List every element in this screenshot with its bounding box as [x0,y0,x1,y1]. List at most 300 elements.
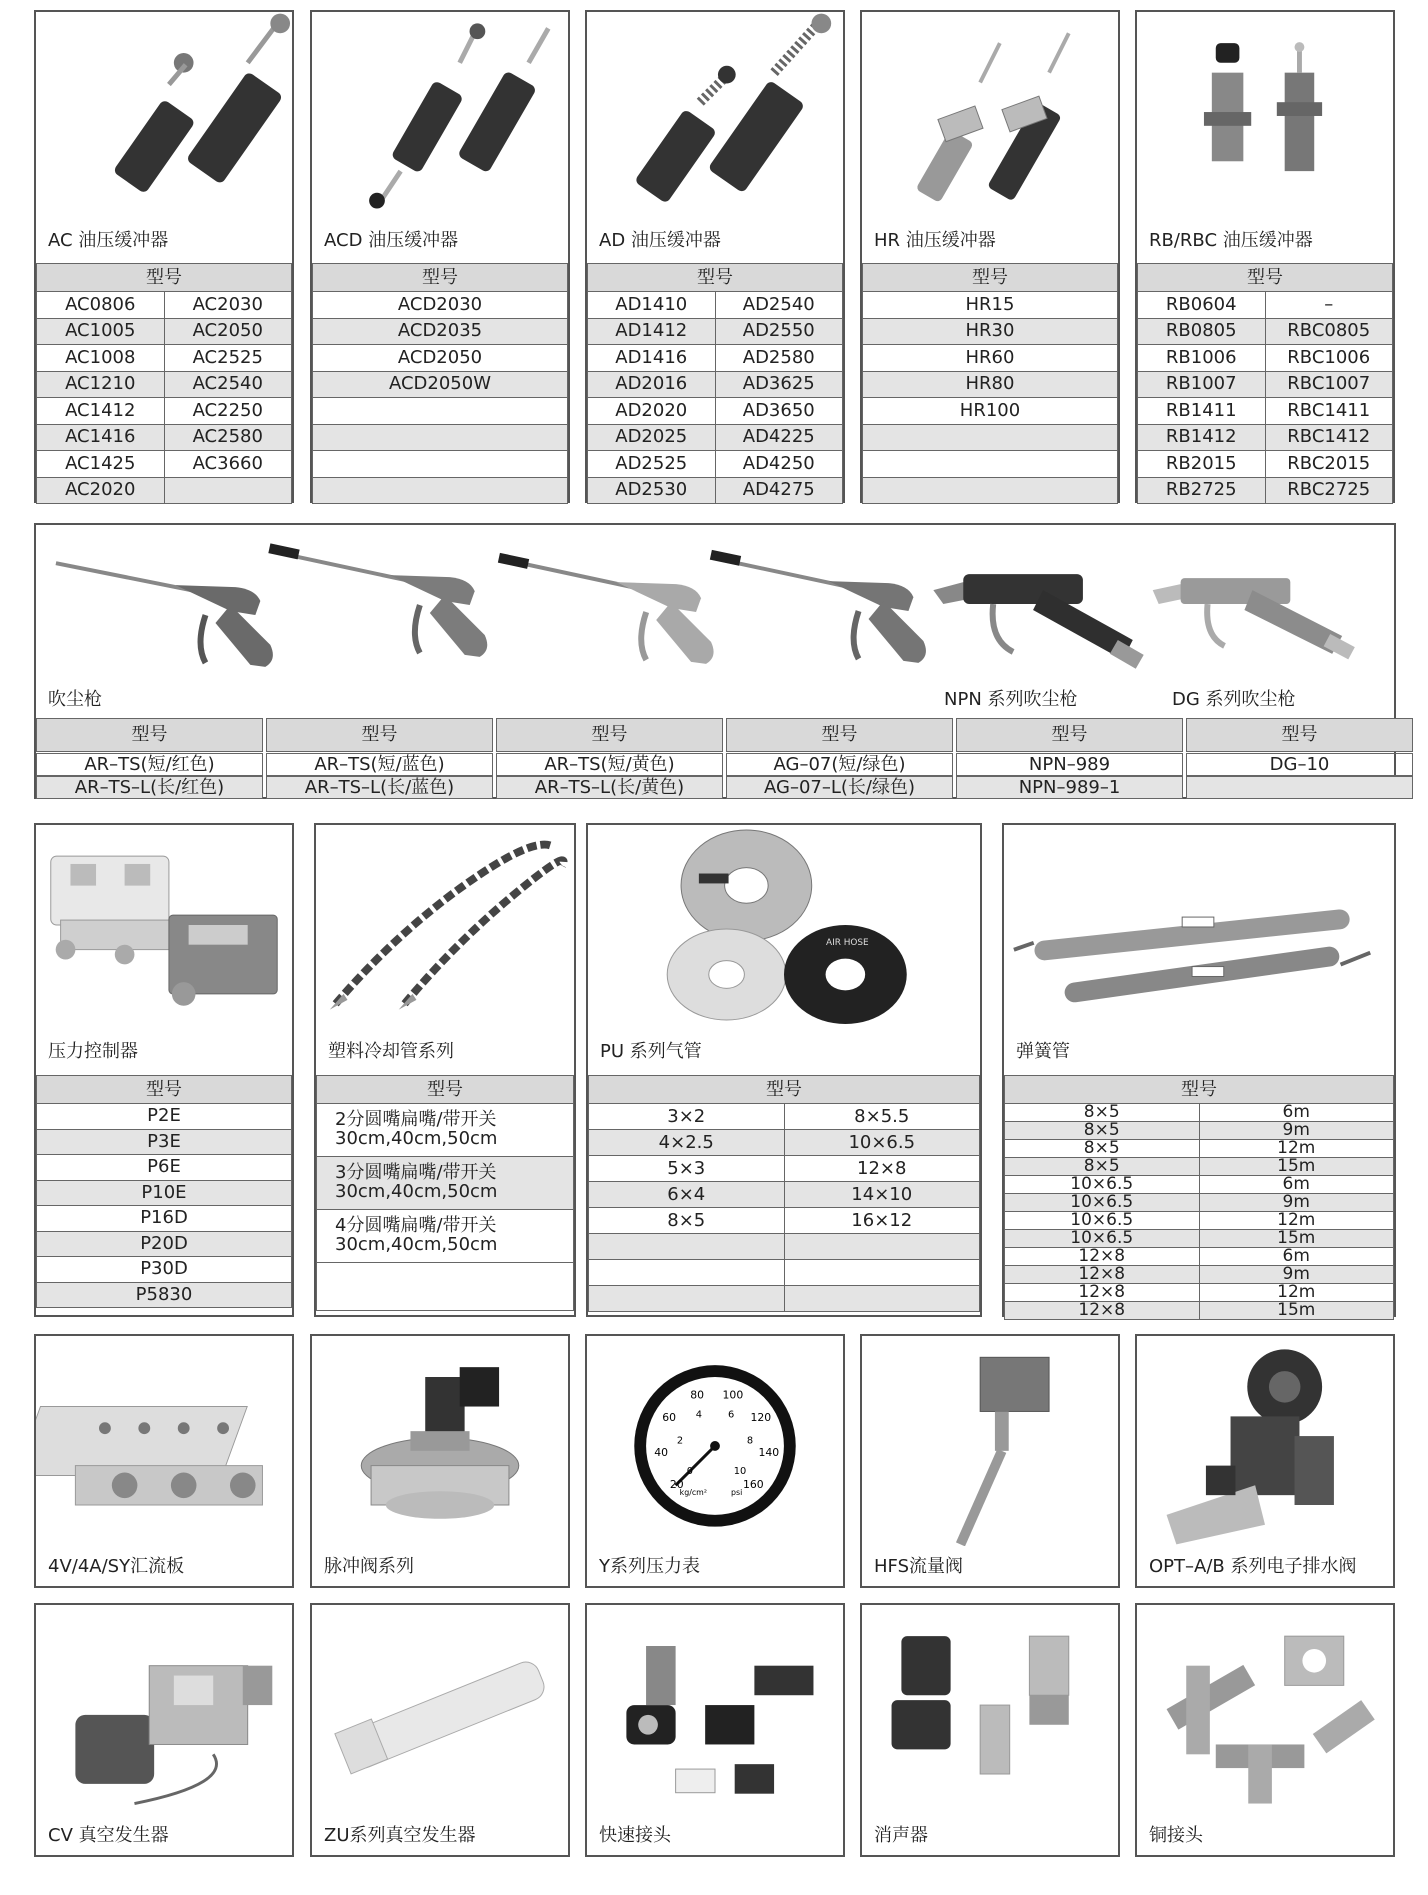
table-cell [313,451,568,478]
table-cell: AC0806 [37,292,165,319]
product-icon [312,1605,568,1815]
product-photo [312,1605,568,1815]
cooling-model: 4分圆嘴扁嘴/带开关 [335,1215,497,1237]
table-header: 型号 [313,264,568,292]
table-cell: P16D [37,1206,292,1232]
table-cell: 5×3 [589,1156,785,1182]
table-cell: AD2580 [715,345,843,372]
product-icon [862,1336,1118,1546]
spring-hose-card [1002,823,1396,1320]
table-cell: AD2525 [588,451,716,478]
table-cell: AC2020 [37,477,165,504]
gun-model-cell [1186,776,1413,799]
gun-icon-npn [933,574,1143,669]
shock-absorber-card [310,10,570,503]
table-row [37,424,292,451]
gun-icon-1 [56,563,273,667]
table-cell: RB2015 [1138,451,1266,478]
table-cell: P2E [37,1104,292,1130]
table-cell: 8×5 [1005,1104,1200,1122]
table-row [588,398,843,425]
table-cell: 16×12 [784,1208,980,1234]
table-cell: 8×5 [1005,1140,1200,1158]
cooling-pipe-icon [316,825,574,1025]
table-cell [784,1234,980,1260]
gun-model-cell: NPN–989–1 [956,776,1183,799]
pressure-controller-photo [36,825,292,1025]
product-card [585,1334,845,1588]
table-row [37,1129,292,1155]
pu-hose-photo [588,825,980,1025]
table-row [313,292,568,319]
table-cell: 3×2 [589,1104,785,1130]
table-cell: – [1265,292,1393,319]
table-cell: RBC2725 [1265,477,1393,504]
table-cell: AC1210 [37,371,165,398]
shock-absorber-photo [36,12,292,217]
table-row [1005,1104,1394,1122]
table-row [863,424,1118,451]
gun-icon-4 [710,550,926,663]
table-header: 型号 [37,1076,292,1104]
hose-reel-icon [588,825,980,1025]
table-header: 型号 [863,264,1118,292]
table-cell: RBC2015 [1265,451,1393,478]
table-cell: HR80 [863,371,1118,398]
product-icon [587,1605,843,1815]
table-row [37,345,292,372]
shock-absorber-icon [1137,12,1393,217]
product-photo [1137,1605,1393,1815]
cooling-lengths: 30cm,40cm,50cm [335,1128,498,1149]
table-header: 型号 [37,264,292,292]
table-row [37,1282,292,1308]
table-cell: 12m [1199,1212,1394,1230]
table-row [1138,477,1393,504]
product-photo [36,1605,292,1815]
cooling-lengths: 30cm,40cm,50cm [335,1181,498,1202]
gun-model-cell: DG–10 [1186,753,1413,776]
table-cell [313,424,568,451]
cooling-lengths: 30cm,40cm,50cm [335,1234,498,1255]
table-cell: AC2250 [164,398,292,425]
table-cell: 10×6.5 [1005,1230,1200,1248]
table-row [37,318,292,345]
table-cell: AC2540 [164,371,292,398]
shock-absorber-icon [36,12,292,217]
product-card [860,1603,1120,1857]
shock-absorber-table [862,263,1118,504]
pressure-controller-card [34,823,294,1317]
table-row [863,292,1118,319]
product-photo [312,1336,568,1546]
table-cell: 14×10 [784,1182,980,1208]
gauge-kg-label: 6 [727,1409,735,1421]
spring-hose-photo [1004,825,1394,1025]
product-photo [587,1336,843,1546]
gun-icon-2 [268,543,487,657]
shock-absorber-card [1135,10,1395,503]
product-caption: OPT–A/B 系列电子排水阀 [1149,1556,1357,1577]
table-row [37,292,292,319]
table-row [317,1157,574,1210]
product-photo [1137,1336,1393,1546]
table-row [1005,1248,1394,1266]
table-cell [313,398,568,425]
table-cell: 6m [1199,1104,1394,1122]
shock-absorber-photo [312,12,568,217]
gun-model-cell: AR–TS–L(长/黄色) [496,776,723,799]
gauge-unit-label: kg/cm² [679,1488,708,1498]
gun-table-header: 型号 [496,718,723,752]
table-cell: AD4275 [715,477,843,504]
table-cell: 8×5 [589,1208,785,1234]
table-row [588,318,843,345]
gun-table-header: 型号 [266,718,493,752]
product-caption: 4V/4A/SY汇流板 [48,1556,185,1577]
product-card [860,1334,1120,1588]
table-row [1005,1266,1394,1284]
gun-model-cell: AG–07–L(长/绿色) [726,776,953,799]
spring-hose-caption: 弹簧管 [1016,1041,1070,1062]
gauge-kg-label: 4 [695,1409,703,1421]
table-row [313,371,568,398]
table-cell: ACD2035 [313,318,568,345]
product-caption: Y系列压力表 [599,1556,700,1577]
table-cell: AC1416 [37,424,165,451]
table-cell: RBC1411 [1265,398,1393,425]
shock-absorber-table [587,263,843,504]
table-cell: AC1425 [37,451,165,478]
table-cell: HR100 [863,398,1118,425]
table-cell: AC1412 [37,398,165,425]
table-row [588,477,843,504]
table-cell: AD2550 [715,318,843,345]
table-cell: HR30 [863,318,1118,345]
shock-absorber-icon [587,12,843,217]
table-row [863,345,1118,372]
npn-gun-caption: NPN 系列吹尘枪 [944,689,1078,710]
table-cell: AC1008 [37,345,165,372]
pu-hose-table [588,1075,980,1312]
table-cell: 10×6.5 [784,1130,980,1156]
table-cell: 15m [1199,1302,1394,1320]
shock-absorber-table [312,263,568,504]
table-cell: AD2530 [588,477,716,504]
gauge-kg-label: 0 [686,1465,694,1477]
table-row [1138,318,1393,345]
product-card [310,1603,570,1857]
table-cell: 15m [1199,1230,1394,1248]
table-cell [589,1286,785,1312]
shock-absorber-caption: RB/RBC 油压缓冲器 [1149,230,1313,251]
gauge-psi-label: 160 [742,1478,764,1492]
shock-absorber-icon [862,12,1118,217]
shock-absorber-caption: AC 油压缓冲器 [48,230,169,251]
table-row [589,1104,980,1130]
shock-absorber-caption: ACD 油压缓冲器 [324,230,459,251]
table-row [37,1180,292,1206]
table-row [317,1104,574,1157]
table-cell: RB1007 [1138,371,1266,398]
table-row [37,1155,292,1181]
table-cell [863,451,1118,478]
table-cell: 9m [1199,1194,1394,1212]
cooling-pipe-photo [316,825,574,1025]
cooling-pipe-caption: 塑料冷却管系列 [328,1041,454,1062]
product-card [310,1334,570,1588]
table-cell: P6E [37,1155,292,1181]
table-row [589,1130,980,1156]
table-row [313,318,568,345]
table-row [37,1257,292,1283]
gun-model-cell: AR–TS(短/蓝色) [266,753,493,776]
table-cell: ACD2050W [313,371,568,398]
table-cell: 6m [1199,1248,1394,1266]
table-row [1005,1212,1394,1230]
shock-absorber-caption: AD 油压缓冲器 [599,230,721,251]
table-cell: AD2020 [588,398,716,425]
table-row [313,477,568,504]
table-cell: AD3625 [715,371,843,398]
table-row [37,451,292,478]
table-row [37,1206,292,1232]
gun-icon-3 [498,553,714,664]
gun-table-header: 型号 [726,718,953,752]
table-cell: 12×8 [1005,1266,1200,1284]
product-caption: 消声器 [874,1825,928,1846]
table-row [588,424,843,451]
table-cell: HR60 [863,345,1118,372]
table-cell [164,477,292,504]
table-cell: AD3650 [715,398,843,425]
table-row [589,1286,980,1312]
cooling-pipe-table [316,1075,574,1311]
table-cell: 15m [1199,1158,1394,1176]
table-cell: 12×8 [1005,1248,1200,1266]
table-row [37,371,292,398]
table-row [1005,1176,1394,1194]
product-icon [1137,1605,1393,1815]
table-cell: AD2025 [588,424,716,451]
table-cell: AC2030 [164,292,292,319]
table-cell: P10E [37,1180,292,1206]
table-row [863,371,1118,398]
shock-absorber-table [1137,263,1393,504]
table-header: 型号 [1138,264,1393,292]
table-row [1005,1230,1394,1248]
table-cell [863,477,1118,504]
table-row [1005,1140,1394,1158]
gun-model-cell: AR–TS(短/黄色) [496,753,723,776]
gauge-psi-label: 120 [750,1411,772,1425]
gauge-psi-label: 80 [690,1388,705,1402]
table-row [313,398,568,425]
table-cell: AC2580 [164,424,292,451]
product-card [585,1603,845,1857]
table-cell [863,424,1118,451]
table-cell: 9m [1199,1122,1394,1140]
shock-absorber-icon [312,12,568,217]
product-icon [36,1605,292,1815]
gauge-psi-label: 20 [669,1478,684,1492]
table-row [1138,398,1393,425]
shock-absorber-card [585,10,845,503]
table-row [588,292,843,319]
table-cell: 8×5.5 [784,1104,980,1130]
product-card [34,1603,294,1857]
table-header: 型号 [1005,1076,1394,1104]
table-cell: AD2540 [715,292,843,319]
table-row [1138,292,1393,319]
table-cell: 12×8 [1005,1302,1200,1320]
table-cell: 8×5 [1005,1158,1200,1176]
blow-gun-caption: 吹尘枪 [48,689,102,710]
table-cell [589,1234,785,1260]
product-card [34,1334,294,1588]
table-row [37,1104,292,1130]
table-cell: 8×5 [1005,1122,1200,1140]
table-cell: HR15 [863,292,1118,319]
gauge-unit-label: psi [731,1488,743,1498]
table-row [313,451,568,478]
table-row [313,424,568,451]
table-cell: 12×8 [1005,1284,1200,1302]
blow-gun-panel [34,523,1396,799]
table-cell: 9m [1199,1266,1394,1284]
table-cell [317,1104,574,1157]
table-cell: 12m [1199,1284,1394,1302]
table-row [589,1182,980,1208]
table-cell: AD1412 [588,318,716,345]
table-cell: 10×6.5 [1005,1176,1200,1194]
table-header: 型号 [588,264,843,292]
table-cell: RBC1007 [1265,371,1393,398]
table-cell: 6m [1199,1176,1394,1194]
gun-table-header: 型号 [1186,718,1413,752]
product-icon [587,1336,843,1546]
gauge-kg-label: 2 [676,1435,684,1447]
table-header: 型号 [589,1076,980,1104]
shock-absorber-photo [1137,12,1393,217]
shock-absorber-table [36,263,292,504]
spring-hose-table [1004,1075,1394,1320]
table-cell: AD4250 [715,451,843,478]
table-cell: RB0805 [1138,318,1266,345]
table-cell: AC2525 [164,345,292,372]
table-row [1005,1122,1394,1140]
pressure-controller-table [36,1075,292,1308]
product-caption: HFS流量阀 [874,1556,963,1577]
table-cell: AD1416 [588,345,716,372]
table-cell: RBC0805 [1265,318,1393,345]
table-cell: ACD2030 [313,292,568,319]
table-cell: RB2725 [1138,477,1266,504]
gun-model-cell: AG–07(短/绿色) [726,753,953,776]
product-card [1135,1603,1395,1857]
table-cell: 6×4 [589,1182,785,1208]
table-row [1005,1284,1394,1302]
table-cell: 12×8 [784,1156,980,1182]
cooling-pipe-card [314,823,576,1317]
table-cell: 10×6.5 [1005,1194,1200,1212]
gauge-psi-label: 100 [722,1388,744,1402]
table-cell: ACD2050 [313,345,568,372]
table-row [317,1210,574,1263]
product-photo [36,1336,292,1546]
table-row [37,477,292,504]
table-row [1005,1194,1394,1212]
gun-model-cell: AR–TS(短/红色) [36,753,263,776]
table-cell: 12m [1199,1140,1394,1158]
table-cell [317,1210,574,1263]
table-cell: 4×2.5 [589,1130,785,1156]
shock-absorber-caption: HR 油压缓冲器 [874,230,996,251]
product-photo [862,1605,1118,1815]
pressure-controller-caption: 压力控制器 [48,1041,138,1062]
hose-label: AIR HOSE [826,937,869,948]
product-caption: 脉冲阀系列 [324,1556,414,1577]
table-cell: P30D [37,1257,292,1283]
table-cell [784,1286,980,1312]
table-row [1005,1302,1394,1320]
gun-icon-dg [1153,578,1355,659]
table-row [588,345,843,372]
gauge-psi-label: 140 [758,1445,780,1459]
gun-table-header: 型号 [36,718,263,752]
table-row [1138,424,1393,451]
table-cell: P20D [37,1231,292,1257]
product-caption: ZU系列真空发生器 [324,1825,476,1846]
product-caption: 快速接头 [599,1825,671,1846]
table-cell [317,1157,574,1210]
table-row [1005,1158,1394,1176]
product-icon [36,1336,292,1546]
table-cell: RB1411 [1138,398,1266,425]
gauge-psi-label: 40 [654,1445,669,1459]
product-icon [862,1605,1118,1815]
spring-coil-icon [1004,825,1394,1025]
table-cell: RB0604 [1138,292,1266,319]
product-photo [862,1336,1118,1546]
table-cell [784,1260,980,1286]
cooling-model: 3分圆嘴扁嘴/带开关 [335,1162,497,1184]
table-cell: AD1410 [588,292,716,319]
table-cell: P5830 [37,1282,292,1308]
product-caption: CV 真空发生器 [48,1825,169,1846]
table-row [1138,451,1393,478]
gun-model-cell: NPN–989 [956,753,1183,776]
gun-table-header: 型号 [956,718,1183,752]
table-row [37,398,292,425]
shock-absorber-card [860,10,1120,503]
gauge-kg-label: 8 [746,1435,754,1447]
table-row [1138,345,1393,372]
gun-model-cell: AR–TS–L(长/红色) [36,776,263,799]
shock-absorber-card [34,10,294,503]
table-row [588,371,843,398]
table-cell [317,1263,574,1311]
gauge-psi-label: 60 [662,1411,677,1425]
table-row [589,1234,980,1260]
dg-gun-caption: DG 系列吹尘枪 [1172,689,1296,710]
pu-hose-card [586,823,982,1317]
table-row [588,451,843,478]
table-row [863,451,1118,478]
product-photo [587,1605,843,1815]
table-row [863,398,1118,425]
table-cell: P3E [37,1129,292,1155]
